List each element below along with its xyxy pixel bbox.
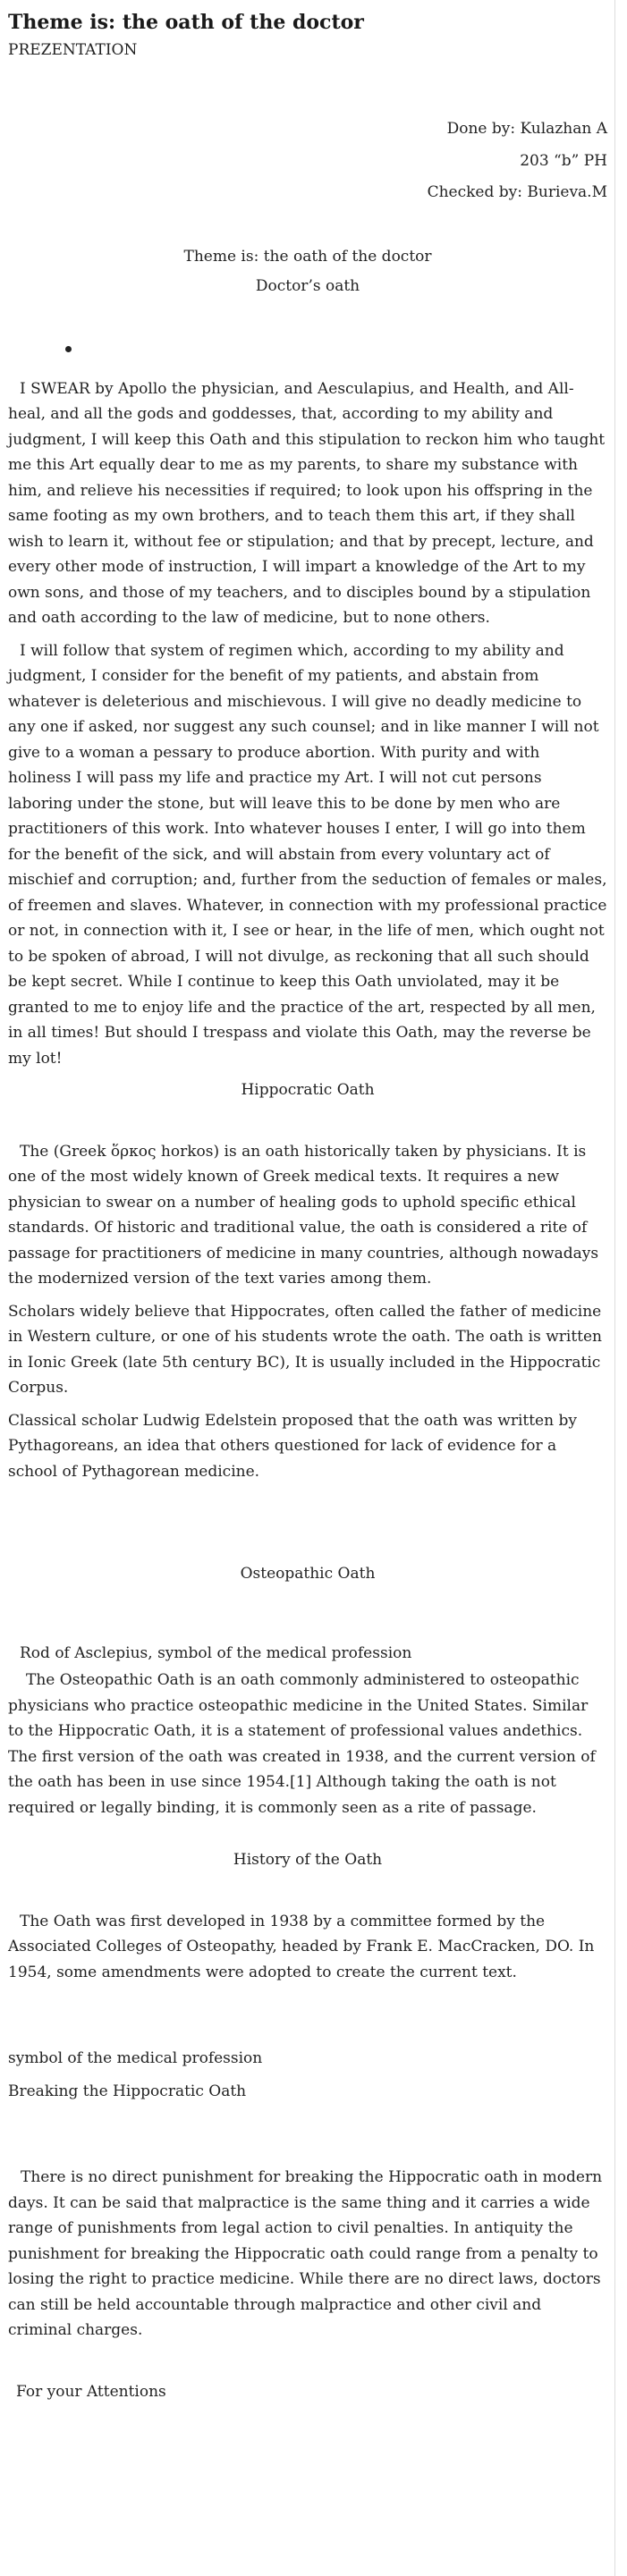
group-label: 203 “b” PH bbox=[520, 151, 607, 170]
theme-line: Theme is: the oath of the doctor bbox=[183, 247, 432, 266]
spacer bbox=[8, 1873, 607, 1909]
spacer bbox=[8, 206, 607, 244]
checked-by: Checked by: Burieva.M bbox=[427, 183, 607, 201]
done-by: Done by: Kulazhan A bbox=[446, 120, 607, 138]
closing-line: For your Attentions bbox=[16, 2382, 166, 2401]
hippocratic-paragraph-1: The (Greek ὅρκος horkos) is an oath historically taken by physicians. It is one of the most widely known of Greek medical texts. It requires a new physician to swear on a number of healing gods to uphold specific ethical standards. Of historic and traditional value, the oath is considered a rite of passage for practitioners of medicine in many countries, although nowadays the modernized version of the text varies among them. bbox=[8, 1142, 599, 1288]
credits-block bbox=[8, 116, 607, 206]
hippocratic-paragraph-2: Scholars widely believe that Hippocrates, often called the father of medicine in Western culture, or one of his students wrote the oath. The oath is written in Ionic Greek (late 5th century BC), It is usually included in the Hippocratic Corpus. bbox=[8, 1302, 602, 1397]
spacer bbox=[8, 1103, 607, 1139]
osteopathic-paragraph-1: The Osteopathic Oath is an oath commonly administered to osteopathic physicians who practice osteopathic medicine in the United States. Similar to the Hippocratic Oath, it is a statement of professional values andethics. The first version of the oath was created in 1938, and the current version of the oath has been in use since 1954.[1] Although taking the oath is not required or legally binding, it is commonly seen as a rite of passage. bbox=[8, 1671, 596, 1817]
document-subtitle: PREZENTATION bbox=[8, 41, 138, 59]
empty-bullet-list bbox=[8, 335, 607, 360]
history-paragraph-1: The Oath was first developed in 1938 by a committee formed by the Associated Colleges of Osteopathy, headed by Frank E. MacCracken, DO. In 1954, some amendments were adopted to create the current text. bbox=[8, 1912, 595, 1981]
spacer bbox=[8, 1587, 607, 1641]
spacer bbox=[8, 2104, 607, 2165]
hippocratic-paragraph-3: Classical scholar Ludwig Edelstein proposed that the oath was written by Pythagoreans, an idea that others questioned for lack of evidence for a school of Pythagorean medicine. bbox=[8, 1411, 577, 1481]
oath-paragraph-2: I will follow that system of regimen which, according to my ability and judgment, I consider for the benefit of my patients, and abstain from whatever is deleterious and mischievous. I will give no deadly medicine to any one if asked, nor suggest any such counsel; and in like manner I will not give to a woman a pessary to produce abortion. With purity and with holiness I will pass my life and practice my Art. I will not cut persons laboring under the stone, but will leave this to be done by men who are practitioners of this work. Into whatever houses I enter, I will go into them for the benefit of the sick, and will abstain from every voluntary act of mischief and corruption; and, further from the seduction of females or males, of freemen and slaves. Whatever, in connection with my professional practice or not, in connection with it, I see or hear, in the life of men, which ought not to be spoken of abroad, I will not divulge, as reckoning that all such should be kept secret. While I continue to keep this Oath unviolated, may it be granted to me to enjoy life and the practice of the art, respected by all men, in all times! But should I trespass and violate this Oath, may the reverse be my lot! bbox=[8, 641, 607, 1068]
doctors-oath-heading: Doctor’s oath bbox=[255, 277, 360, 295]
history-heading: History of the Oath bbox=[233, 1851, 383, 1869]
bullet-marker bbox=[8, 335, 607, 360]
spacer bbox=[8, 2344, 607, 2379]
breaking-paragraph-1: There is no direct punishment for breaking the Hippocratic oath in modern days. It can be said that malpractice is the same thing and it carries a wide range of punishments from legal action to civil penalties. In antiquity the punishment for breaking the Hippocratic oath could range from a penalty to losing the right to practice medicine. While there are no direct laws, doctors can still be held accountable through malpractice and other civil and criminal charges. bbox=[8, 2168, 603, 2339]
spacer bbox=[8, 300, 607, 335]
symbol-line: symbol of the medical profession bbox=[8, 2049, 263, 2067]
osteopathic-oath-heading: Osteopathic Oath bbox=[240, 1565, 376, 1583]
document-title: Theme is: the oath of the doctor bbox=[8, 11, 364, 34]
spacer bbox=[8, 1820, 607, 1847]
hippocratic-oath-heading: Hippocratic Oath bbox=[241, 1081, 375, 1099]
rod-of-asclepius-caption: Rod of Asclepius, symbol of the medical profession bbox=[20, 1643, 412, 1662]
spacer bbox=[8, 1985, 607, 2046]
spacer bbox=[8, 1484, 607, 1561]
oath-paragraph-1: I SWEAR by Apollo the physician, and Aesculapius, and Health, and All-heal, and all the gods and goddesses, that, according to my ability and judgment, I will keep this Oath and this stipulation to reckon him who taught me this Art equally dear to me as my parents, to share my substance with him, and relieve his necessities if required; to look upon his offspring in the same footing as my own brothers, and to teach them this art, if they shall wish to learn it, without fee or stipulation; and that by precept, lecture, and every other mode of instruction, I will impart a knowledge of the Art to my own sons, and those of my teachers, and to disciples bound by a stipulation and oath according to the law of medicine, but to none others. bbox=[8, 379, 606, 627]
spacer bbox=[8, 63, 607, 116]
breaking-heading: Breaking the Hippocratic Oath bbox=[8, 2082, 247, 2100]
spacer bbox=[8, 360, 607, 376]
